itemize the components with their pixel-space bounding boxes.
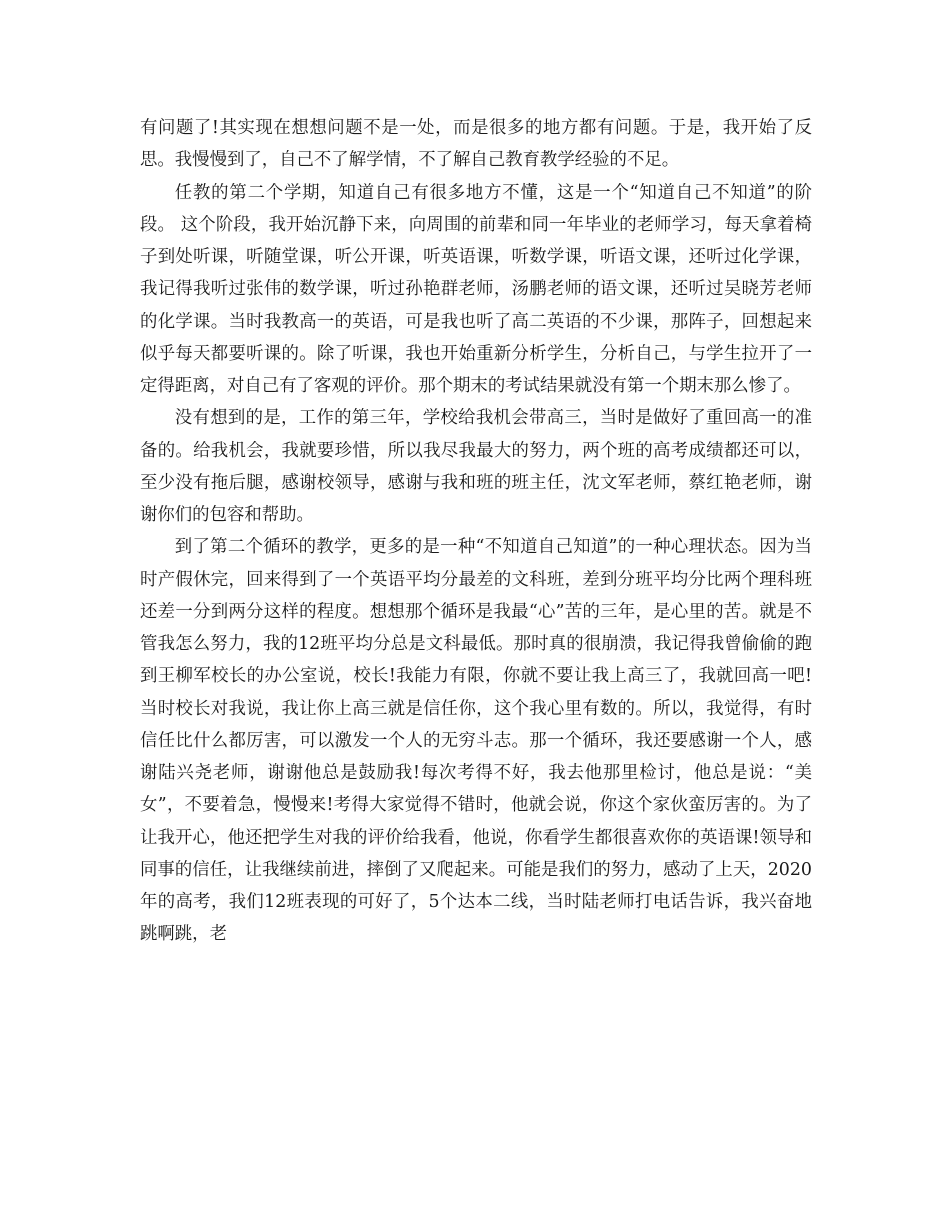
paragraph-4: 到了第二个循环的教学，更多的是一种“不知道自己知道”的一种心理状态。因为当时产假休完，回来得到了一个英语平均分最差的文科班，差到分班平均分比两个理科班还差一分到两分这样的程度。想想那个循环是我最“心”苦的三年，是心里的苦。就是不管我怎么努力，我的12班平均分总是文科最低。那时真的很崩溃，我记得我曾偷偷的跑到王柳军校长的办公室说，校长!我能力有限，你就不要让我上高三了，我就回高一吧!当时校长对我说，我让你上高三就是信任你，这个我心里有数的。所以，我觉得，有时信任比什么都厉害，可以激发一个人的无穷斗志。那一个循环，我还要感谢一个人，感谢陆兴尧老师，谢谢他总是鼓励我!每次考得不好，我去他那里检讨，他总是说：“美女”，不要着急，慢慢来!考得大家觉得不错时，他就会说，你这个家伙蛮厉害的。为了让我开心，他还把学生对我的评价给我看，他说，你看学生都很喜欢你的英语课!领导和同事的信任，让我继续前进，摔倒了又爬起来。可能是我们的努力，感动了上天，2020年的高考，我们12班表现的可好了，5个达本二线，当时陆老师打电话告诉，我兴奋地跳啊跳，老	[140, 537, 812, 945]
paragraph-1: 有问题了!其实现在想想问题不是一处，而是很多的地方都有问题。于是，我开始了反思。我慢慢到了，自己不了解学情，不了解自己教育教学经验的不足。	[140, 118, 812, 171]
paragraph-3: 没有想到的是，工作的第三年，学校给我机会带高三，当时是做好了重回高一的准备的。给我机会，我就要珍惜，所以我尽我最大的努力，两个班的高考成绩都还可以，至少没有拖后腿，感谢校领导，感谢与我和班的班主任，沈文军老师，蔡红艳老师，谢谢你们的包容和帮助。	[140, 408, 812, 525]
body-text	[140, 112, 812, 951]
paragraph-2: 任教的第二个学期，知道自己有很多地方不懂，这是一个“知道自己不知道”的阶段。 这个阶段，我开始沉静下来，向周围的前辈和同一年毕业的老师学习，每天拿着椅子到处听课，听随堂课，听公开课，听英语课，听数学课，听语文课，还听过化学课，我记得我听过张伟的数学课，听过孙艳群老师，汤鹏老师的语文课，还听过吴晓芳老师的化学课。当时我教高一的英语，可是我也听了高二英语的不少课，那阵子，回想起来似乎每天都要听课的。除了听课，我也开始重新分析学生，分析自己，与学生拉开了一定得距离，对自己有了客观的评价。那个期末的考试结果就没有第一个期末那么惨了。	[140, 182, 812, 396]
